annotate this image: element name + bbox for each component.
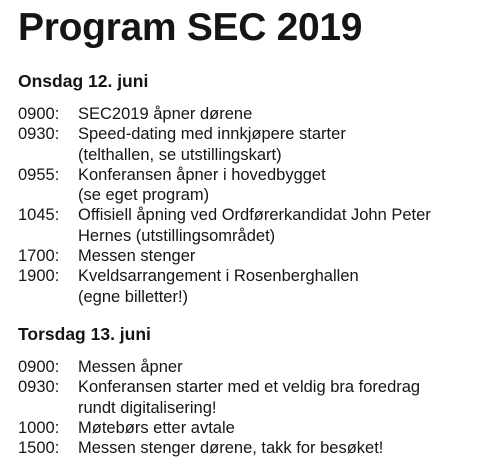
entry-line: Konferansen åpner i hovedbygget [78, 165, 326, 184]
entry-description [78, 246, 488, 266]
entry-description [78, 205, 488, 246]
entry-description [78, 438, 488, 458]
schedule-entry [18, 165, 488, 206]
entry-description [78, 104, 488, 124]
schedule-entry [18, 377, 488, 418]
entry-time: 1000: [18, 418, 60, 437]
day-heading: Torsdag 13. juni [18, 324, 151, 344]
entry-description [78, 165, 488, 206]
schedule-list [18, 357, 488, 458]
entry-line: Messen åpner [78, 358, 183, 376]
schedule-entry [18, 357, 488, 377]
entry-line: SEC2019 åpner dørene [78, 105, 253, 123]
day-heading: Onsdag 12. juni [18, 71, 149, 91]
entry-line: Kveldsarrangement i Rosenberghallen [78, 267, 359, 286]
schedule-entry [18, 124, 488, 165]
schedule-list [18, 104, 488, 307]
entry-time: 0955: [18, 165, 60, 184]
entry-description [78, 266, 488, 307]
entry-description [78, 357, 488, 377]
entry-time: 1045: [18, 206, 60, 225]
entry-line: Speed-dating med innkjøpere starter [78, 125, 346, 144]
entry-line: Møtebørs etter avtale [78, 418, 235, 437]
entry-time: 1500: [18, 439, 60, 458]
schedule-entry [18, 205, 488, 246]
entry-time: 0930: [18, 125, 60, 144]
entry-time: 1700: [18, 247, 60, 266]
entry-line: (se eget program) [78, 186, 210, 205]
entry-time: 0930: [18, 378, 60, 397]
schedule-entry [18, 104, 488, 124]
entry-time: 0900: [18, 358, 60, 376]
entry-time: 1900: [18, 267, 60, 286]
entry-line: Konferansen starter med et veldig bra foredrag [78, 378, 421, 397]
entry-line: Messen stenger dørene, takk for besøket! [78, 439, 384, 458]
entry-line: Messen stenger [78, 247, 196, 266]
entry-time: 0900: [18, 105, 60, 123]
schedule-entry [18, 266, 488, 307]
day-section-wednesday [18, 70, 488, 307]
entry-line: Hernes (utstillingsområdet) [78, 226, 276, 245]
page-title: Program SEC 2019 [18, 6, 363, 49]
entry-line: rundt digitalisering! [78, 398, 217, 417]
schedule-entry [18, 418, 488, 438]
entry-description [78, 377, 488, 418]
schedule-entry [18, 246, 488, 266]
day-section-thursday [18, 323, 488, 458]
entry-line: (telthallen, se utstillingskart) [78, 145, 282, 164]
entry-description [78, 124, 488, 165]
entry-line: (egne billetter!) [78, 287, 189, 306]
entry-line: Offisiell åpning ved Ordførerkandidat John Peter [78, 206, 431, 225]
entry-description [78, 418, 488, 438]
schedule-entry [18, 438, 488, 458]
